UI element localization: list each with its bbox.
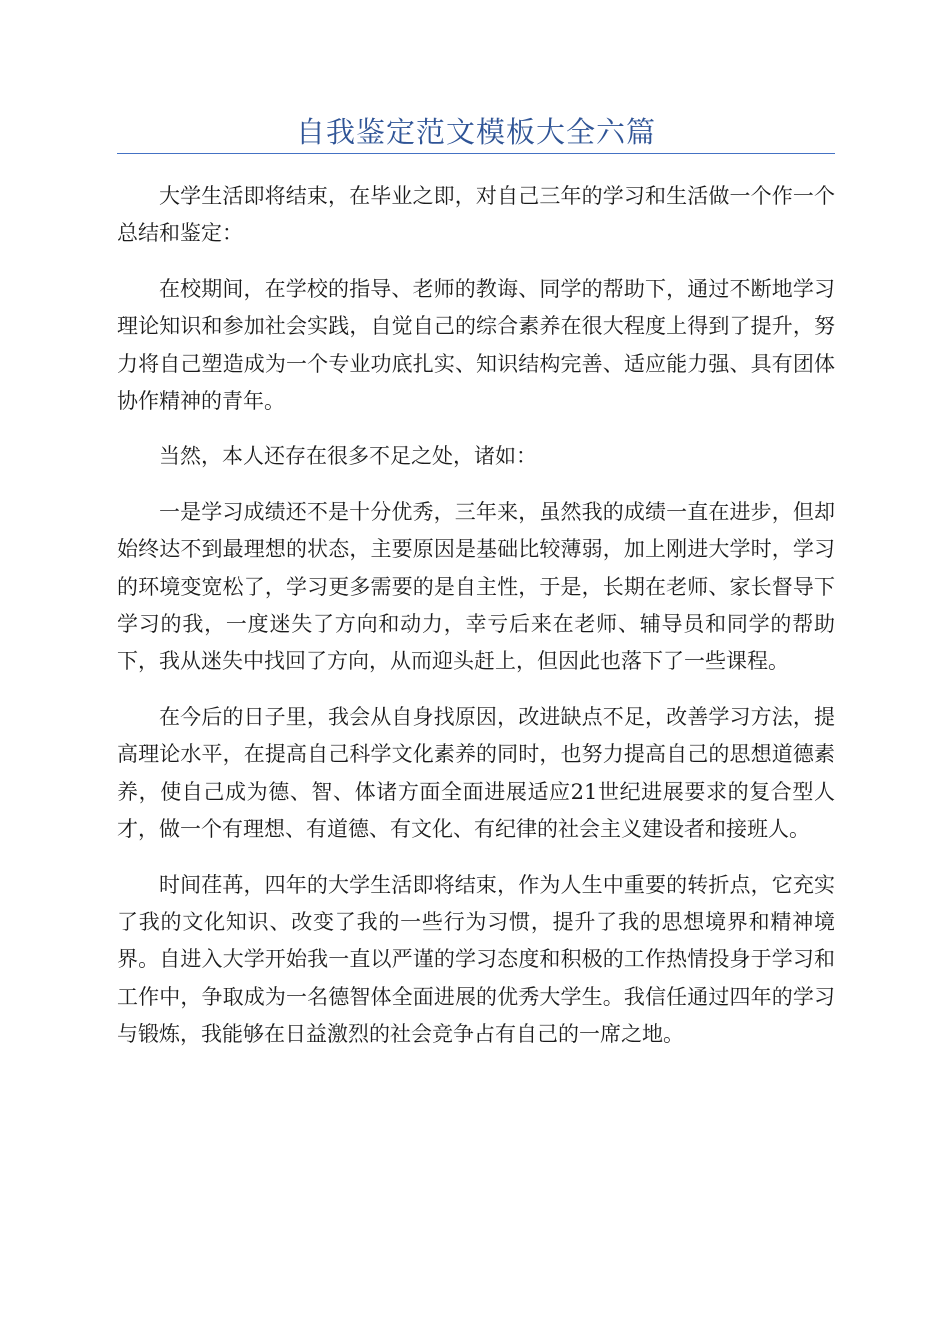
document-body	[117, 178, 835, 1072]
paragraph-intro: 大学生活即将结束，在毕业之即，对自己三年的学习和生活做一个作一个总结和鉴定：	[117, 184, 835, 246]
paragraph-conclusion: 时间荏苒，四年的大学生活即将结束，作为人生中重要的转折点，它充实了我的文化知识、改变了我的一些行为习惯，提升了我的思想境界和精神境界。自进入大学开始我一直以严谨的学习态度和积极的工作热情投身于学习和工作中，争取成为一名德智体全面进展的优秀大学生。我信任通过四年的学习与锻炼，我能够在日益激烈的社会竞争占有自己的一席之地。	[117, 872, 835, 1047]
title-underline	[117, 153, 835, 154]
paragraph-school-period: 在校期间，在学校的指导、老师的教诲、同学的帮助下，通过不断地学习理论知识和参加社会实践，自觉自己的综合素养在很大程度上得到了提升，努力将自己塑造成为一个专业功底扎实、知识结构完善、适应能力强、具有团体协作精神的青年。	[117, 276, 835, 414]
paragraph-shortcomings: 当然，本人还存在很多不足之处，诸如：	[159, 444, 537, 469]
document-title: 自我鉴定范文模板大全六篇	[295, 115, 656, 149]
paragraph-future: 在今后的日子里，我会从自身找原因，改进缺点不足，改善学习方法，提高理论水平，在提高自己科学文化素养的同时，也努力提高自己的思想道德素养，使自己成为德、智、体诸方面全面进展适应21世纪进展要求的复合型人才，做一个有理想、有道德、有文化、有纪律的社会主义建设者和接班人。	[117, 704, 835, 842]
paragraph-grades: 一是学习成绩还不是十分优秀，三年来，虽然我的成绩一直在进步，但却始终达不到最理想的状态，主要原因是基础比较薄弱，加上刚进大学时，学习的环境变宽松了，学习更多需要的是自主性，于是，长期在老师、家长督导下学习的我，一度迷失了方向和动力，幸亏后来在老师、辅导员和同学的帮助下，我从迷失中找回了方向，从而迎头赶上，但因此也落下了一些课程。	[117, 499, 835, 674]
